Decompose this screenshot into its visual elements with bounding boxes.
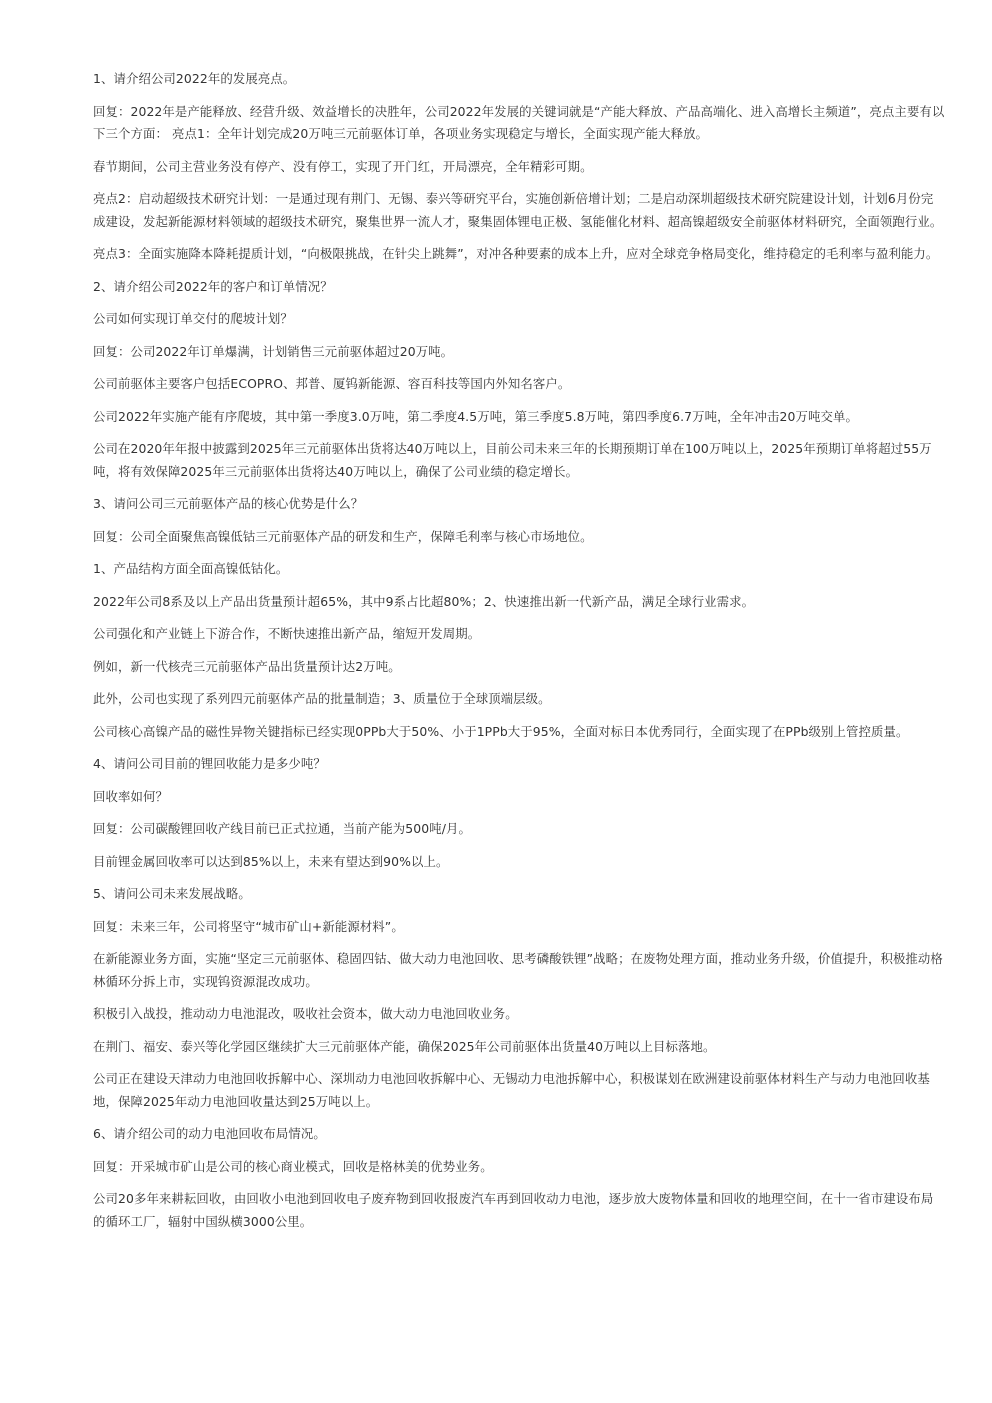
answer-1-paragraph: 亮点3：全面实施降本降耗提质计划，“向极限挑战，在针尖上跳舞”，对冲各种要素的成本上升，应对全球竞争格局变化，维持稳定的毛利率与盈利能力。: [93, 246, 939, 261]
question-1: 1、请介绍公司2022年的发展亮点。: [93, 71, 296, 86]
answer-3-paragraph: 回复：公司全面聚焦高镍低钴三元前驱体产品的研发和生产，保障毛利率与核心市场地位。: [93, 528, 593, 544]
question-4-followup: 回收率如何？: [93, 788, 168, 804]
answer-3-paragraph: 公司强化和产业链上下游合作，不断快速推出新产品，缩短开发周期。: [93, 626, 481, 641]
answer-1-paragraph: 亮点2：启动超级技术研究计划：一是通过现有荆门、无锡、泰兴等研究平台，实施创新倍增计划；二是启动深圳超级技术研究院建设计划，计划6月份完成建设，发起新能源材料领域的超级技术研究，聚集世界一流人才，聚集固体锂电正极、氢能催化材料、超高镍超级安全前驱体材料研究，全面领跑行业。: [93, 191, 943, 229]
answer-3-paragraph: 此外，公司也实现了系列四元前驱体产品的批量制造；3、质量位于全球顶端层级。: [93, 691, 551, 706]
answer-5-paragraph: 公司正在建设天津动力电池回收拆解中心、深圳动力电池回收拆解中心、无锡动力电池拆解中心，积极谋划在欧洲建设前驱体材料生产与动力电池回收基地，保障2025年动力电池回收量达到25万吨以上。: [93, 1071, 930, 1109]
answer-4-paragraph: 回复：公司碳酸锂回收产线目前已正式拉通，当前产能为500吨/月。: [93, 821, 471, 836]
answer-3-paragraph: 公司核心高镍产品的磁性异物关键指标已经实现0PPb大于50%、小于1PPb大于95%，全面对标日本优秀同行，全面实现了在PPb级别上管控质量。: [93, 723, 909, 739]
question-3: 3、请问公司三元前驱体产品的核心优势是什么？: [93, 496, 364, 511]
answer-6-paragraph: 公司20多年来耕耘回收，由回收小电池到回收电子废弃物到回收报废汽车再到回收动力电池，逐步放大废物体量和回收的地理空间，在十一省市建设布局的循环工厂，辐射中国纵横3000公里。: [93, 1191, 934, 1229]
answer-1-paragraph: 春节期间，公司主营业务没有停产、没有停工，实现了开门红，开局漂亮，全年精彩可期。: [93, 158, 593, 174]
question-4: 4、请问公司目前的锂回收能力是多少吨？: [93, 756, 326, 771]
answer-5-paragraph: 在新能源业务方面，实施“坚定三元前驱体、稳固四钴、做大动力电池回收、思考磷酸铁锂”战略；在废物处理方面，推动业务升级，价值提升，积极推动格林循环分拆上市，实现钨资源混改成功。: [93, 951, 943, 989]
document-body: [93, 68, 945, 1243]
answer-1-paragraph: 回复：2022年是产能释放、经营升级、效益增长的决胜年，公司2022年发展的关键词就是“产能大释放、产品高端化、进入高增长主频道”，亮点主要有以下三个方面： 亮点1：全年计划完成20万吨三元前驱体订单，各项业务实现稳定与增长，全面实现产能大释放。: [93, 103, 945, 141]
answer-3-paragraph: 2022年公司8系及以上产品出货量预计超65%，其中9系占比超80%；2、快速推出新一代新产品，满足全球行业需求。: [93, 593, 755, 609]
answer-2-paragraph: 回复：公司2022年订单爆满，计划销售三元前驱体超过20万吨。: [93, 343, 454, 359]
answer-6-paragraph: 回复：开采城市矿山是公司的核心商业模式，回收是格林美的优势业务。: [93, 1158, 493, 1174]
question-5: 5、请问公司未来发展战略。: [93, 886, 251, 901]
answer-5-paragraph: 回复：未来三年，公司将坚守“城市矿山+新能源材料”。: [93, 918, 404, 934]
question-2-followup: 公司如何实现订单交付的爬坡计划？: [93, 311, 293, 326]
answer-2-paragraph: 公司前驱体主要客户包括ECOPRO、邦普、厦钨新能源、容百科技等国内外知名客户。: [93, 376, 571, 391]
question-6: 6、请介绍公司的动力电池回收布局情况。: [93, 1126, 326, 1141]
answer-5-paragraph: 积极引入战投，推动动力电池混改，吸收社会资本，做大动力电池回收业务。: [93, 1006, 518, 1021]
answer-3-paragraph: 例如，新一代核壳三元前驱体产品出货量预计达2万吨。: [93, 658, 401, 674]
answer-2-paragraph: 公司2022年实施产能有序爬坡，其中第一季度3.0万吨，第二季度4.5万吨，第三季度5.8万吨，第四季度6.7万吨，全年冲击20万吨交单。: [93, 408, 858, 424]
answer-2-paragraph: 公司在2020年年报中披露到2025年三元前驱体出货将达40万吨以上，目前公司未来三年的长期预期订单在100万吨以上，2025年预期订单将超过55万吨，将有效保障2025年三元前驱体出货将达40万吨以上，确保了公司业绩的稳定增长。: [93, 441, 932, 479]
answer-3-paragraph: 1、产品结构方面全面高镍低钴化。: [93, 561, 289, 576]
answer-5-paragraph: 在荆门、福安、泰兴等化学园区继续扩大三元前驱体产能，确保2025年公司前驱体出货量40万吨以上目标落地。: [93, 1038, 716, 1054]
answer-4-paragraph: 目前锂金属回收率可以达到85%以上，未来有望达到90%以上。: [93, 853, 449, 869]
question-2: 2、请介绍公司2022年的客户和订单情况？: [93, 278, 333, 294]
